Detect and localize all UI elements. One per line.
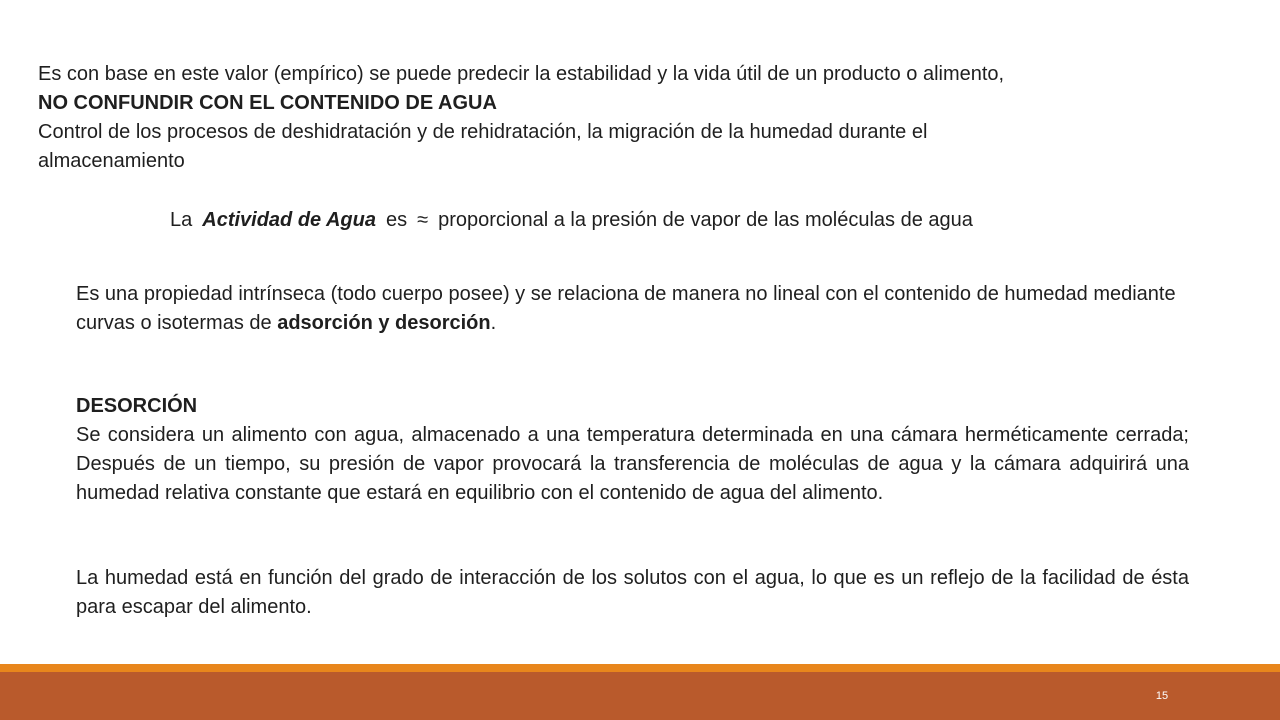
humedad-paragraph: La humedad está en función del grado de interacción de los solutos con el agua, lo que es un reflejo de la facilidad de ésta para escapar del alimento. [76,567,1189,618]
page-number: 15 [1155,690,1169,702]
property-text: Es una propiedad intrínseca (todo cuerpo posee) y se relaciona de manera no lineal con el contenido de humedad mediante curvas o isotermas de [76,283,1176,334]
footer-accent-stripe [0,664,1280,672]
formula-term: Actividad de Agua [202,209,376,231]
intro-line-4: almacenamiento [38,150,185,172]
formula-verb: es [385,209,408,231]
property-bold: adsorción y desorción [277,312,491,334]
desorcion-section [76,392,1189,508]
intro-warning: NO CONFUNDIR CON EL CONTENIDO DE AGUA [38,92,497,114]
formula-prefix: La [170,209,193,231]
water-activity-statement [170,206,973,235]
desorcion-heading: DESORCIÓN [76,395,198,417]
formula-suffix: proporcional a la presión de vapor de las moléculas de agua [438,209,973,231]
approx-symbol: ≈ [417,209,429,231]
property-paragraph [76,280,1186,338]
footer-bar [0,672,1280,720]
intro-paragraph [38,60,1248,176]
intro-line-1: Es con base en este valor (empírico) se puede predecir la estabilidad y la vida útil de un producto o alimento, [38,63,1005,85]
intro-line-3: Control de los procesos de deshidratación y de rehidratación, la migración de la humedad durante el [38,121,928,143]
property-end: . [490,312,497,334]
desorcion-body: Se considera un alimento con agua, almacenado a una temperatura determinada en una cámara herméticamente cerrada; Después de un tiempo, su presión de vapor provocará la transferencia de moléculas de agua y la cámara adquirirá una humedad relativa constante que estará en equilibrio con el contenido de agua del alimento. [76,424,1189,504]
